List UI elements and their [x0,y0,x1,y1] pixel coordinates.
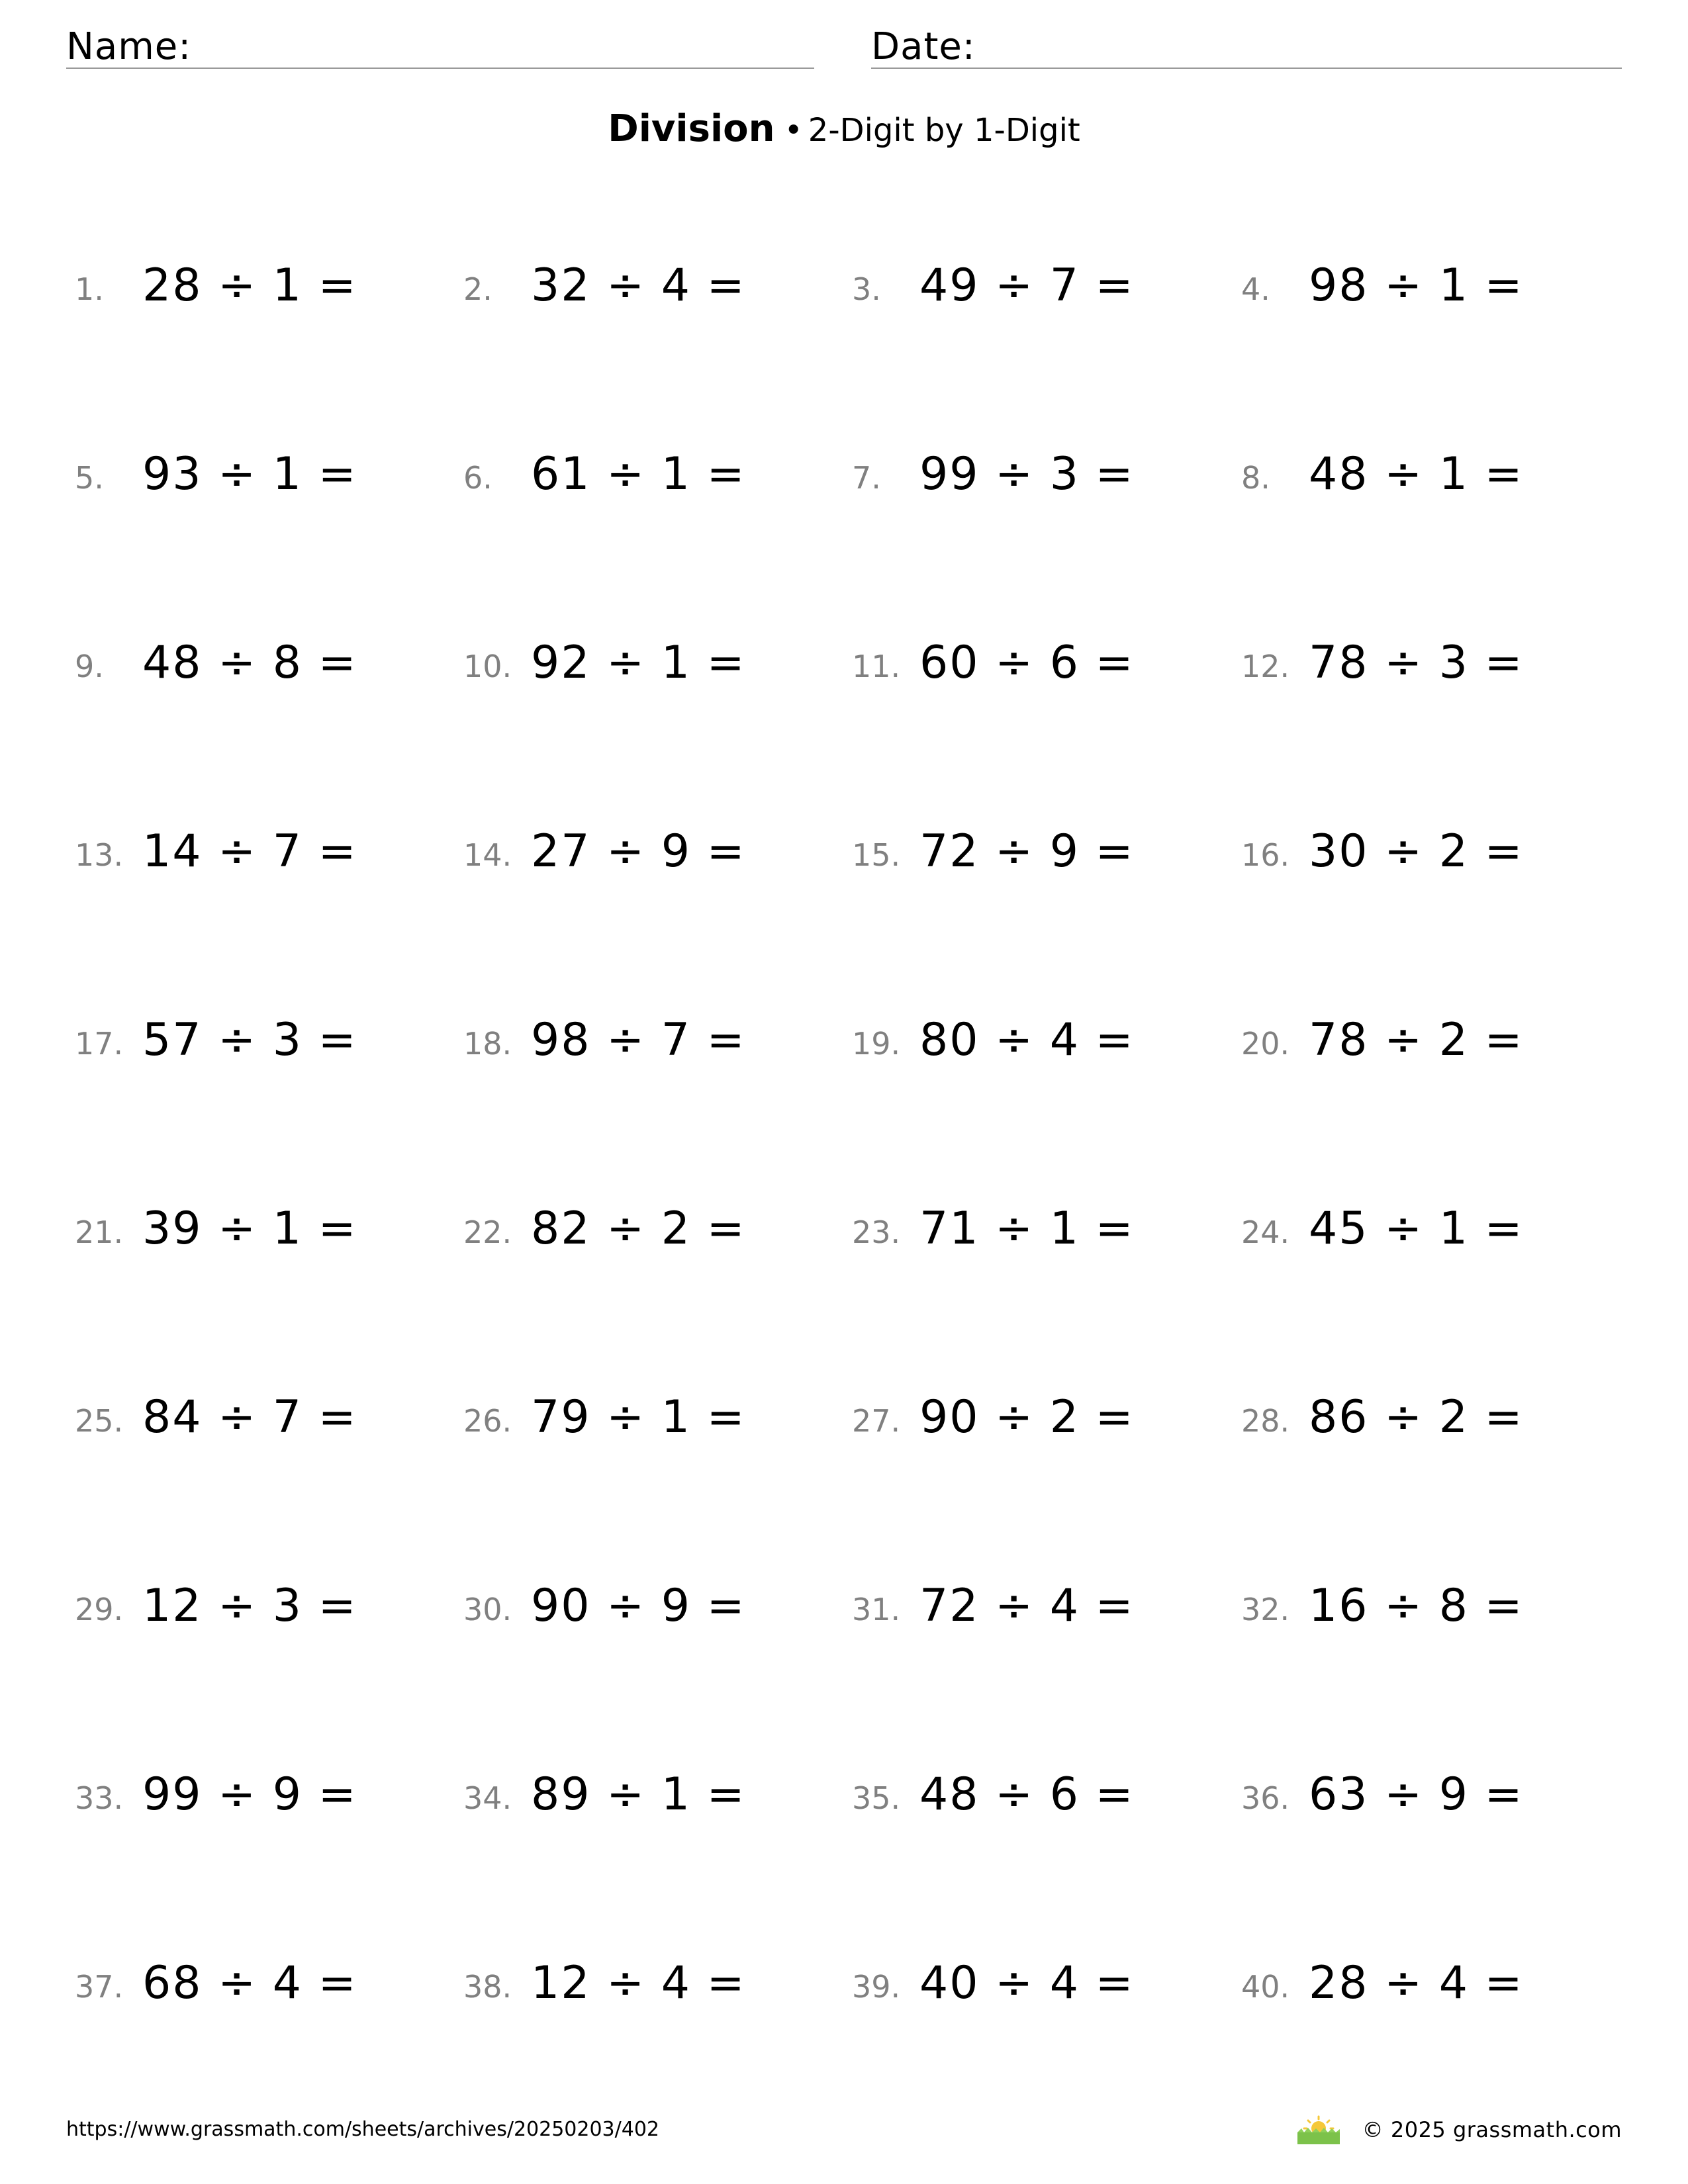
problem-number: 15. [852,837,901,873]
problem-expression: 28 ÷ 1 = [142,259,357,312]
problem-number: 4. [1241,271,1270,307]
problem-expression: 99 ÷ 3 = [919,448,1135,500]
problem-number: 21. [75,1214,124,1250]
problem-number: 31. [852,1592,901,1627]
problem-item [1241,629,1612,695]
problem-number: 34. [463,1780,512,1816]
problem-expression: 14 ÷ 7 = [142,825,357,878]
problem-number: 39. [852,1969,901,2005]
problem-item [852,1006,1223,1072]
problem-expression: 32 ÷ 4 = [531,259,746,312]
problem-number: 14. [463,837,512,873]
problem-item [1241,1572,1612,1638]
problem-number: 26. [463,1403,512,1439]
problem-item [463,1195,834,1261]
problem-item [852,1572,1223,1638]
problem-number: 16. [1241,837,1290,873]
problem-number: 20. [1241,1026,1290,1062]
problem-expression: 49 ÷ 7 = [919,259,1135,312]
problem-expression: 72 ÷ 9 = [919,825,1135,878]
problem-expression: 48 ÷ 1 = [1309,448,1524,500]
problem-number: 19. [852,1026,901,1062]
problem-expression: 89 ÷ 1 = [531,1768,746,1821]
problem-number: 28. [1241,1403,1290,1439]
problem-expression: 40 ÷ 4 = [919,1957,1135,2009]
problem-number: 11. [852,649,901,684]
problem-number: 17. [75,1026,124,1062]
problem-expression: 45 ÷ 1 = [1309,1203,1524,1255]
problem-expression: 48 ÷ 8 = [142,637,357,689]
problem-number: 37. [75,1969,124,2005]
problem-number: 7. [852,460,881,496]
problem-item [75,440,445,506]
problem-item [1241,251,1612,318]
problem-item [75,1195,445,1261]
problem-number: 9. [75,649,104,684]
problem-item [852,1760,1223,1827]
problem-item [852,817,1223,884]
problem-item [852,251,1223,318]
problem-item [1241,1760,1612,1827]
problem-number: 36. [1241,1780,1290,1816]
problem-expression: 90 ÷ 2 = [919,1391,1135,1443]
problem-item [463,1572,834,1638]
problem-expression: 30 ÷ 2 = [1309,825,1524,878]
problem-item [463,440,834,506]
problem-expression: 78 ÷ 2 = [1309,1014,1524,1066]
problem-expression: 48 ÷ 6 = [919,1768,1135,1821]
problem-number: 2. [463,271,492,307]
problem-expression: 60 ÷ 6 = [919,637,1135,689]
problem-expression: 28 ÷ 4 = [1309,1957,1524,2009]
problem-item [75,1383,445,1449]
problem-expression: 12 ÷ 3 = [142,1580,357,1632]
problem-expression: 93 ÷ 1 = [142,448,357,500]
problem-number: 22. [463,1214,512,1250]
problem-expression: 12 ÷ 4 = [531,1957,746,2009]
problem-number: 23. [852,1214,901,1250]
problem-item [463,1760,834,1827]
problem-expression: 98 ÷ 1 = [1309,259,1524,312]
problem-expression: 39 ÷ 1 = [142,1203,357,1255]
problem-number: 27. [852,1403,901,1439]
problem-expression: 63 ÷ 9 = [1309,1768,1524,1821]
problem-number: 18. [463,1026,512,1062]
problem-item [463,1006,834,1072]
problem-number: 25. [75,1403,124,1439]
problem-expression: 72 ÷ 4 = [919,1580,1135,1632]
problem-item [1241,1949,1612,2015]
problem-item [463,817,834,884]
problem-item [75,1572,445,1638]
problem-item [75,1760,445,1827]
problem-expression: 68 ÷ 4 = [142,1957,357,2009]
problem-number: 30. [463,1592,512,1627]
problem-number: 33. [75,1780,124,1816]
problem-number: 40. [1241,1969,1290,2005]
problem-number: 38. [463,1969,512,2005]
date-label: Date: [871,25,976,68]
grass-sun-logo-icon [1295,2114,1342,2146]
name-label: Name: [66,25,192,68]
problem-expression: 27 ÷ 9 = [531,825,746,878]
problem-expression: 92 ÷ 1 = [531,637,746,689]
problem-number: 13. [75,837,124,873]
problem-number: 24. [1241,1214,1290,1250]
problem-item [1241,817,1612,884]
copyright-text: © 2025 grassmath.com [1362,2117,1622,2142]
problem-item [463,1949,834,2015]
problem-number: 12. [1241,649,1290,684]
problem-number: 10. [463,649,512,684]
problem-item [75,817,445,884]
problem-item [463,1383,834,1449]
problem-item [852,1949,1223,2015]
problem-expression: 71 ÷ 1 = [919,1203,1135,1255]
problem-expression: 80 ÷ 4 = [919,1014,1135,1066]
problem-expression: 16 ÷ 8 = [1309,1580,1524,1632]
problem-item [852,440,1223,506]
problem-expression: 61 ÷ 1 = [531,448,746,500]
problem-expression: 79 ÷ 1 = [531,1391,746,1443]
problem-expression: 84 ÷ 7 = [142,1391,357,1443]
problem-expression: 86 ÷ 2 = [1309,1391,1524,1443]
problem-number: 6. [463,460,492,496]
footer-url[interactable]: https://www.grassmath.com/sheets/archives/20250203/402 [66,2118,660,2141]
footer-brand [1295,2114,1622,2146]
problem-expression: 78 ÷ 3 = [1309,637,1524,689]
problem-number: 8. [1241,460,1270,496]
problem-number: 1. [75,271,104,307]
problem-expression: 99 ÷ 9 = [142,1768,357,1821]
problem-item [75,629,445,695]
problem-item [1241,1006,1612,1072]
problem-expression: 90 ÷ 9 = [531,1580,746,1632]
problem-item [1241,1383,1612,1449]
problem-item [1241,1195,1612,1261]
title-subtitle: 2-Digit by 1-Digit [808,112,1080,149]
title-main: Division [608,107,775,150]
problem-number: 5. [75,460,104,496]
problem-item [1241,440,1612,506]
problem-item [75,1949,445,2015]
problem-expression: 82 ÷ 2 = [531,1203,746,1255]
problem-expression: 57 ÷ 3 = [142,1014,357,1066]
problem-expression: 98 ÷ 7 = [531,1014,746,1066]
problem-number: 3. [852,271,881,307]
problem-item [463,629,834,695]
problem-item [852,629,1223,695]
problem-item [463,251,834,318]
title-bullet: • [784,112,803,149]
problem-item [852,1195,1223,1261]
problem-item [75,251,445,318]
problem-number: 32. [1241,1592,1290,1627]
problem-number: 29. [75,1592,124,1627]
problem-item [75,1006,445,1072]
problem-item [852,1383,1223,1449]
problem-number: 35. [852,1780,901,1816]
